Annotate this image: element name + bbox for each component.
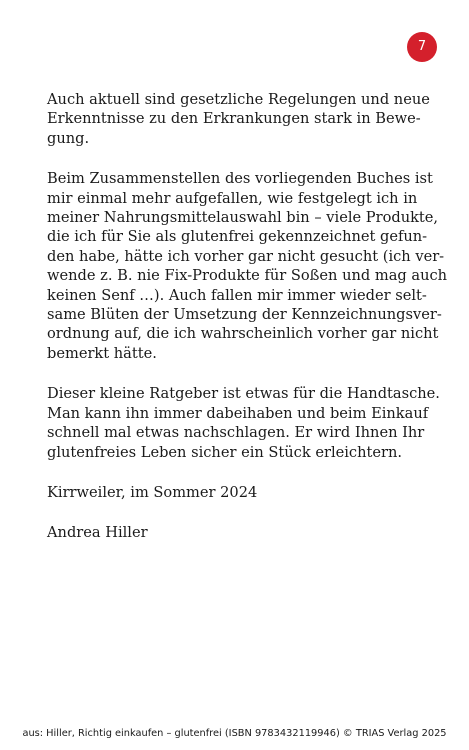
page-number-badge: 7 <box>407 32 437 62</box>
text-line: schnell mal etwas nachschlagen. Er wird Ihnen Ihr <box>47 424 425 442</box>
paragraph-handbag-guide <box>47 384 440 462</box>
text-line: glutenfreies Leben sicher ein Stück erleichtern. <box>47 443 403 461</box>
main-text <box>47 90 448 564</box>
text-line: die ich für Sie als glutenfrei gekennzeichnet gefun- <box>47 228 428 246</box>
text-line: Beim Zusammenstellen des vorliegenden Buches ist <box>47 170 433 188</box>
place-date-line <box>47 483 427 502</box>
paragraph-book-compilation <box>47 169 448 363</box>
text-line: Dieser kleine Ratgeber ist etwas für die Handtasche. <box>47 385 440 403</box>
text-line: Kirrweiler, im Sommer 2024 <box>47 483 258 501</box>
text-line: mir einmal mehr aufgefallen, wie festgelegt ich in <box>47 189 418 207</box>
text-line: bemerkt hätte. <box>47 344 157 362</box>
text-line: keinen Senf …). Auch fallen mir immer wieder selt- <box>47 286 427 304</box>
paragraph-regulations <box>47 90 430 148</box>
text-line: Erkenntnisse zu den Erkrankungen stark in Bewe- <box>47 110 421 128</box>
text-line: meiner Nahrungsmittelauswahl bin – viele Produkte, <box>47 209 439 227</box>
text-line: gung. <box>47 129 90 147</box>
text-line: wende z. B. nie Fix-Produkte für Soßen und mag auch <box>47 267 448 285</box>
text-line: den habe, hätte ich vorher gar nicht gesucht (ich ver- <box>47 247 445 265</box>
text-line: Man kann ihn immer dabeihaben und beim Einkauf <box>47 404 429 422</box>
text-line: Andrea Hiller <box>47 524 148 542</box>
copyright-footer: aus: Hiller, Richtig einkaufen – glutenfrei (ISBN 9783432119946) © TRIAS Verlag 2025 <box>22 728 447 739</box>
text-line: ordnung auf, die ich wahrscheinlich vorher gar nicht <box>47 325 439 343</box>
text-line: Auch aktuell sind gesetzliche Regelungen und neue <box>47 91 430 108</box>
text-line: same Blüten der Umsetzung der Kennzeichnungsver- <box>47 306 442 324</box>
author-signature <box>47 523 427 542</box>
